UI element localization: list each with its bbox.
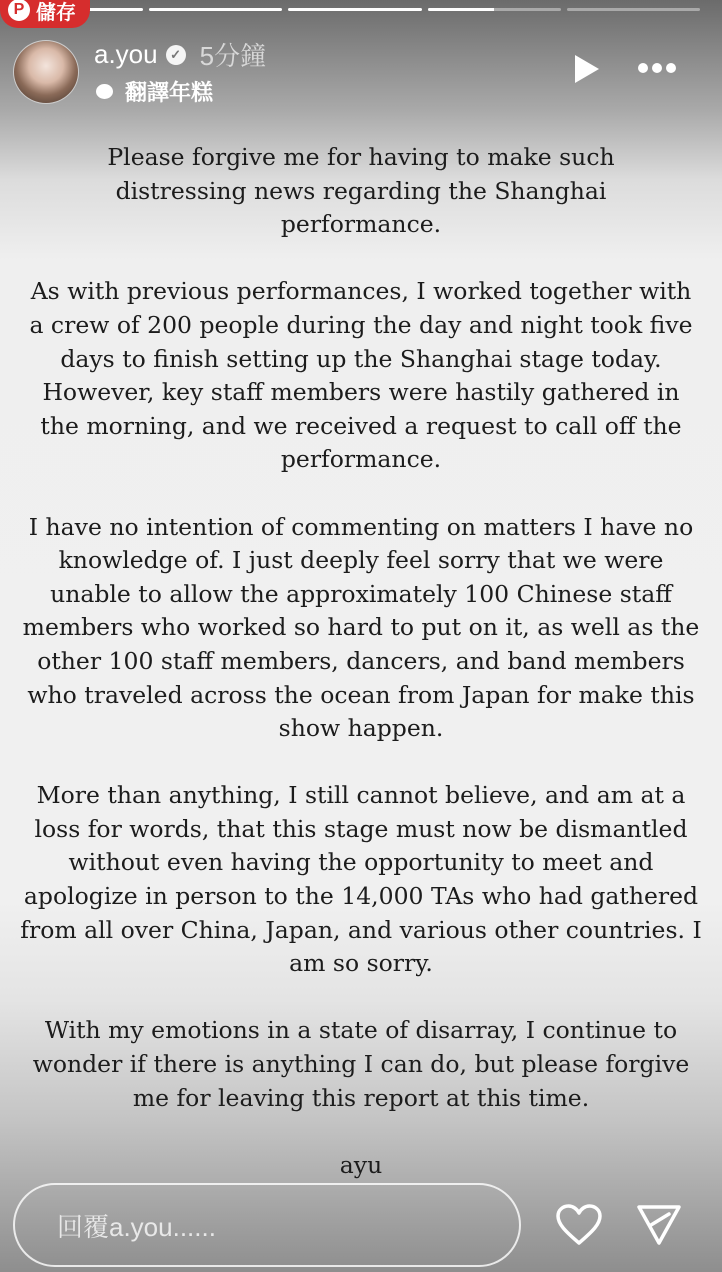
heart-icon[interactable] bbox=[555, 1203, 603, 1247]
paragraph: More than anything, I still cannot believe, and am at a loss for words, that this stage must now be dismantled without even having the opportunity to meet and apologize in person to the 14,000 TAs who had gathered from all over China, Japan, and various other countries. I am so sorry. bbox=[20, 781, 702, 978]
pinterest-save-label: 儲存 bbox=[36, 1, 76, 24]
paragraph: With my emotions in a state of disarray, I continue to wonder if there is anything I can do, but please forgive me for leaving this report at this time. bbox=[32, 1016, 690, 1112]
story-progress bbox=[10, 8, 700, 11]
paragraph: Please forgive me for having to make such distressing news regarding the Shanghai performance. bbox=[107, 143, 615, 239]
subtitle[interactable]: 翻譯年糕 bbox=[125, 80, 214, 105]
username[interactable]: a.you bbox=[94, 39, 158, 69]
chat-bubble-icon bbox=[96, 84, 113, 99]
verified-badge-icon: ✓ bbox=[166, 45, 186, 65]
paragraph: As with previous performances, I worked together with a crew of 200 people during the day and night took five days to finish setting up the Shanghai stage today. However, key staff members were hastily gathered in the morning, and we received a request to call off the performance. bbox=[29, 277, 693, 474]
story-text bbox=[20, 141, 702, 1216]
progress-segment bbox=[288, 8, 421, 11]
progress-segment bbox=[567, 8, 700, 11]
send-icon[interactable] bbox=[635, 1203, 683, 1247]
signature: ayu bbox=[339, 1150, 383, 1179]
paragraph: I have no intention of commenting on matters I have no knowledge of. I just deeply feel sorry that we were unable to allow the approximately 100 Chinese staff members who worked so hard to put on it, as well as the other 100 staff members, dancers, and band members who traveled across the ocean from Japan for make this show happen. bbox=[22, 512, 700, 743]
reply-input[interactable] bbox=[13, 1183, 521, 1267]
progress-segment bbox=[149, 8, 282, 11]
reply-placeholder: 回覆a.you...... bbox=[57, 1211, 216, 1242]
pinterest-icon: P bbox=[8, 0, 30, 21]
play-icon[interactable] bbox=[575, 55, 599, 83]
pinterest-save-button[interactable] bbox=[0, 0, 90, 28]
avatar[interactable] bbox=[13, 40, 79, 104]
post-time: 5分鐘 bbox=[199, 41, 267, 71]
progress-segment bbox=[428, 8, 561, 11]
more-options-icon[interactable] bbox=[638, 57, 676, 73]
